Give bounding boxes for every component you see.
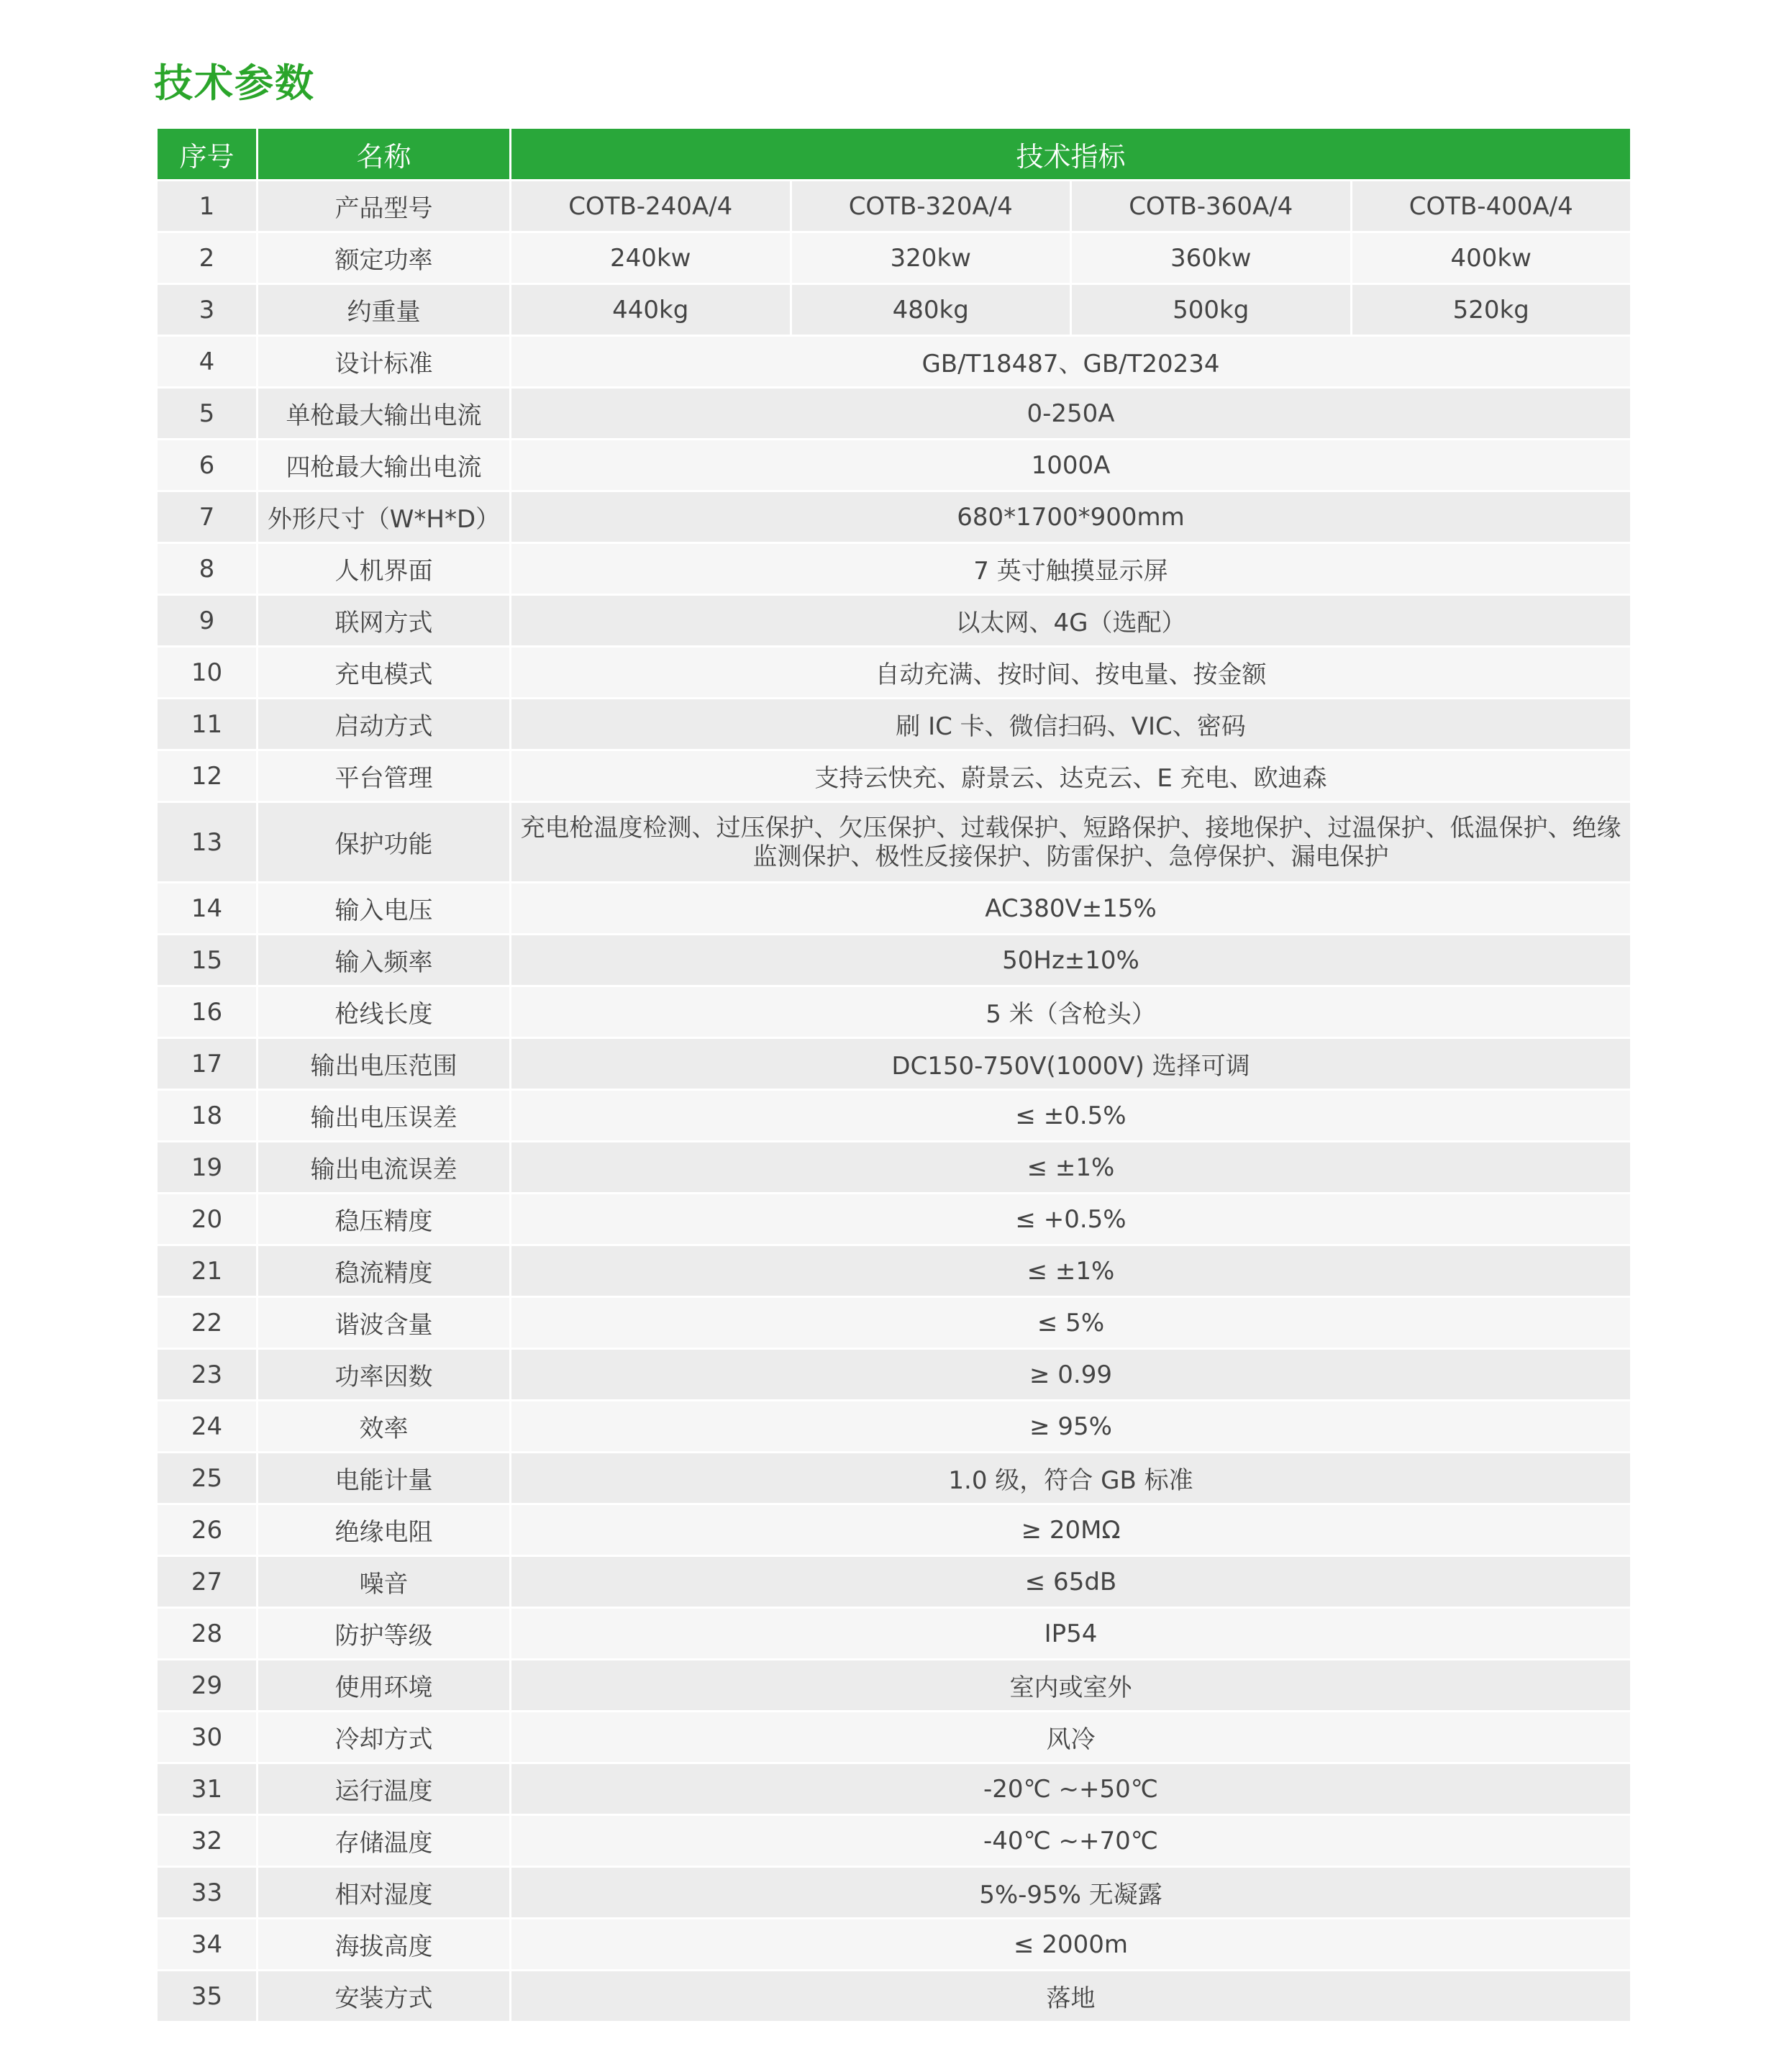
row-index: 31	[157, 1763, 258, 1815]
row-value: 5 米（含枪头）	[511, 986, 1631, 1038]
header-index: 序号	[157, 128, 258, 181]
page-title: 技术参数	[154, 60, 315, 106]
table-row	[157, 1453, 1631, 1504]
weight-cell: 480kg	[791, 284, 1071, 336]
table-row	[157, 1349, 1631, 1401]
row-name: 使用环境	[258, 1660, 511, 1712]
row-name: 稳压精度	[258, 1194, 511, 1245]
row-index: 11	[157, 699, 258, 750]
row-index: 29	[157, 1660, 258, 1712]
table-row	[157, 1401, 1631, 1453]
table-row	[157, 935, 1631, 986]
power-cell: 320kw	[791, 232, 1071, 284]
table-row	[157, 1297, 1631, 1349]
row-name: 输出电压误差	[258, 1090, 511, 1142]
row-value: ≤ ±0.5%	[511, 1090, 1631, 1142]
row-index: 7	[157, 491, 258, 543]
table-row	[157, 986, 1631, 1038]
row-name: 约重量	[258, 284, 511, 336]
row-name: 相对湿度	[258, 1867, 511, 1919]
table-row	[157, 750, 1631, 802]
row-value: 自动充满、按时间、按电量、按金额	[511, 647, 1631, 699]
table-row	[157, 491, 1631, 543]
row-index: 14	[157, 883, 258, 935]
table-row-weight	[157, 284, 1631, 336]
power-cell: 400kw	[1351, 232, 1631, 284]
row-name: 防护等级	[258, 1608, 511, 1660]
row-name: 谐波含量	[258, 1297, 511, 1349]
table-row	[157, 699, 1631, 750]
row-name: 海拔高度	[258, 1919, 511, 1971]
weight-cell: 520kg	[1351, 284, 1631, 336]
table-row	[157, 1038, 1631, 1090]
row-index: 33	[157, 1867, 258, 1919]
table-row	[157, 1556, 1631, 1608]
row-index: 18	[157, 1090, 258, 1142]
row-name: 安装方式	[258, 1971, 511, 2022]
spec-table	[155, 127, 1632, 2023]
table-row	[157, 1608, 1631, 1660]
table-row	[157, 1919, 1631, 1971]
row-name: 人机界面	[258, 543, 511, 595]
table-row	[157, 883, 1631, 935]
row-name: 电能计量	[258, 1453, 511, 1504]
row-index: 1	[157, 181, 258, 232]
row-name: 设计标准	[258, 336, 511, 388]
row-index: 35	[157, 1971, 258, 2022]
table-row	[157, 543, 1631, 595]
row-value: 50Hz±10%	[511, 935, 1631, 986]
table-row	[157, 647, 1631, 699]
row-index: 8	[157, 543, 258, 595]
row-name: 保护功能	[258, 802, 511, 883]
row-value: -20℃ ~+50℃	[511, 1763, 1631, 1815]
row-index: 25	[157, 1453, 258, 1504]
row-index: 10	[157, 647, 258, 699]
table-row	[157, 1090, 1631, 1142]
table-row-models	[157, 181, 1631, 232]
table-row	[157, 1815, 1631, 1867]
row-name: 外形尺寸（W*H*D）	[258, 491, 511, 543]
table-row	[157, 1867, 1631, 1919]
row-value: 支持云快充、蔚景云、达克云、E 充电、欧迪森	[511, 750, 1631, 802]
row-index: 21	[157, 1245, 258, 1297]
row-name: 输入频率	[258, 935, 511, 986]
power-cell: 240kw	[511, 232, 791, 284]
model-cell: COTB-400A/4	[1351, 181, 1631, 232]
row-index: 27	[157, 1556, 258, 1608]
row-value: 0-250A	[511, 388, 1631, 440]
row-value: ≤ 65dB	[511, 1556, 1631, 1608]
row-value: -40℃ ~+70℃	[511, 1815, 1631, 1867]
row-name: 额定功率	[258, 232, 511, 284]
table-row	[157, 336, 1631, 388]
row-name: 稳流精度	[258, 1245, 511, 1297]
row-name: 运行温度	[258, 1763, 511, 1815]
row-index: 16	[157, 986, 258, 1038]
row-name: 输入电压	[258, 883, 511, 935]
row-name: 平台管理	[258, 750, 511, 802]
row-index: 32	[157, 1815, 258, 1867]
table-row	[157, 595, 1631, 647]
table-row	[157, 1971, 1631, 2022]
row-name: 效率	[258, 1401, 511, 1453]
header-name: 名称	[258, 128, 511, 181]
table-row	[157, 1504, 1631, 1556]
table-row	[157, 1194, 1631, 1245]
header-spec: 技术指标	[511, 128, 1631, 181]
row-value: 落地	[511, 1971, 1631, 2022]
model-cell: COTB-360A/4	[1071, 181, 1352, 232]
model-cell: COTB-240A/4	[511, 181, 791, 232]
table-row-power	[157, 232, 1631, 284]
row-value: 5%-95% 无凝露	[511, 1867, 1631, 1919]
row-value: ≤ ±1%	[511, 1245, 1631, 1297]
row-value: 1.0 级，符合 GB 标准	[511, 1453, 1631, 1504]
row-index: 19	[157, 1142, 258, 1194]
row-index: 22	[157, 1297, 258, 1349]
row-value: ≤ 5%	[511, 1297, 1631, 1349]
row-value: DC150-750V(1000V) 选择可调	[511, 1038, 1631, 1090]
row-name: 绝缘电阻	[258, 1504, 511, 1556]
row-name: 充电模式	[258, 647, 511, 699]
row-index: 34	[157, 1919, 258, 1971]
row-name: 存储温度	[258, 1815, 511, 1867]
row-value: ≥ 0.99	[511, 1349, 1631, 1401]
table-row	[157, 1763, 1631, 1815]
row-index: 3	[157, 284, 258, 336]
row-index: 15	[157, 935, 258, 986]
table-header-row	[157, 128, 1631, 181]
row-index: 6	[157, 440, 258, 491]
row-index: 5	[157, 388, 258, 440]
row-value: 风冷	[511, 1712, 1631, 1763]
row-value: 充电枪温度检测、过压保护、欠压保护、过载保护、短路保护、接地保护、过温保护、低温保护、绝缘监测保护、极性反接保护、防雷保护、急停保护、漏电保护	[511, 802, 1631, 883]
table-row	[157, 440, 1631, 491]
row-value: GB/T18487、GB/T20234	[511, 336, 1631, 388]
row-index: 13	[157, 802, 258, 883]
row-name: 产品型号	[258, 181, 511, 232]
row-index: 9	[157, 595, 258, 647]
weight-cell: 440kg	[511, 284, 791, 336]
row-value: 刷 IC 卡、微信扫码、VIC、密码	[511, 699, 1631, 750]
row-index: 20	[157, 1194, 258, 1245]
row-name: 输出电压范围	[258, 1038, 511, 1090]
row-index: 4	[157, 336, 258, 388]
row-value: ≤ ±1%	[511, 1142, 1631, 1194]
row-index: 17	[157, 1038, 258, 1090]
weight-cell: 500kg	[1071, 284, 1352, 336]
table-row	[157, 1142, 1631, 1194]
row-name: 输出电流误差	[258, 1142, 511, 1194]
row-index: 28	[157, 1608, 258, 1660]
table-row	[157, 802, 1631, 883]
power-cell: 360kw	[1071, 232, 1352, 284]
row-name: 功率因数	[258, 1349, 511, 1401]
row-name: 单枪最大输出电流	[258, 388, 511, 440]
row-index: 24	[157, 1401, 258, 1453]
row-value: IP54	[511, 1608, 1631, 1660]
row-value: AC380V±15%	[511, 883, 1631, 935]
table-row	[157, 1245, 1631, 1297]
row-value: 以太网、4G（选配）	[511, 595, 1631, 647]
row-value: 室内或室外	[511, 1660, 1631, 1712]
row-name: 四枪最大输出电流	[258, 440, 511, 491]
row-index: 26	[157, 1504, 258, 1556]
row-name: 冷却方式	[258, 1712, 511, 1763]
row-index: 23	[157, 1349, 258, 1401]
model-cell: COTB-320A/4	[791, 181, 1071, 232]
row-name: 噪音	[258, 1556, 511, 1608]
row-value: 1000A	[511, 440, 1631, 491]
row-value: ≤ 2000m	[511, 1919, 1631, 1971]
row-value: ≥ 20MΩ	[511, 1504, 1631, 1556]
row-value: ≤ +0.5%	[511, 1194, 1631, 1245]
row-index: 30	[157, 1712, 258, 1763]
table-row	[157, 388, 1631, 440]
row-index: 2	[157, 232, 258, 284]
table-row	[157, 1712, 1631, 1763]
row-name: 枪线长度	[258, 986, 511, 1038]
row-name: 启动方式	[258, 699, 511, 750]
row-value: 680*1700*900mm	[511, 491, 1631, 543]
row-value: ≥ 95%	[511, 1401, 1631, 1453]
row-value: 7 英寸触摸显示屏	[511, 543, 1631, 595]
table-row	[157, 1660, 1631, 1712]
row-name: 联网方式	[258, 595, 511, 647]
row-index: 12	[157, 750, 258, 802]
